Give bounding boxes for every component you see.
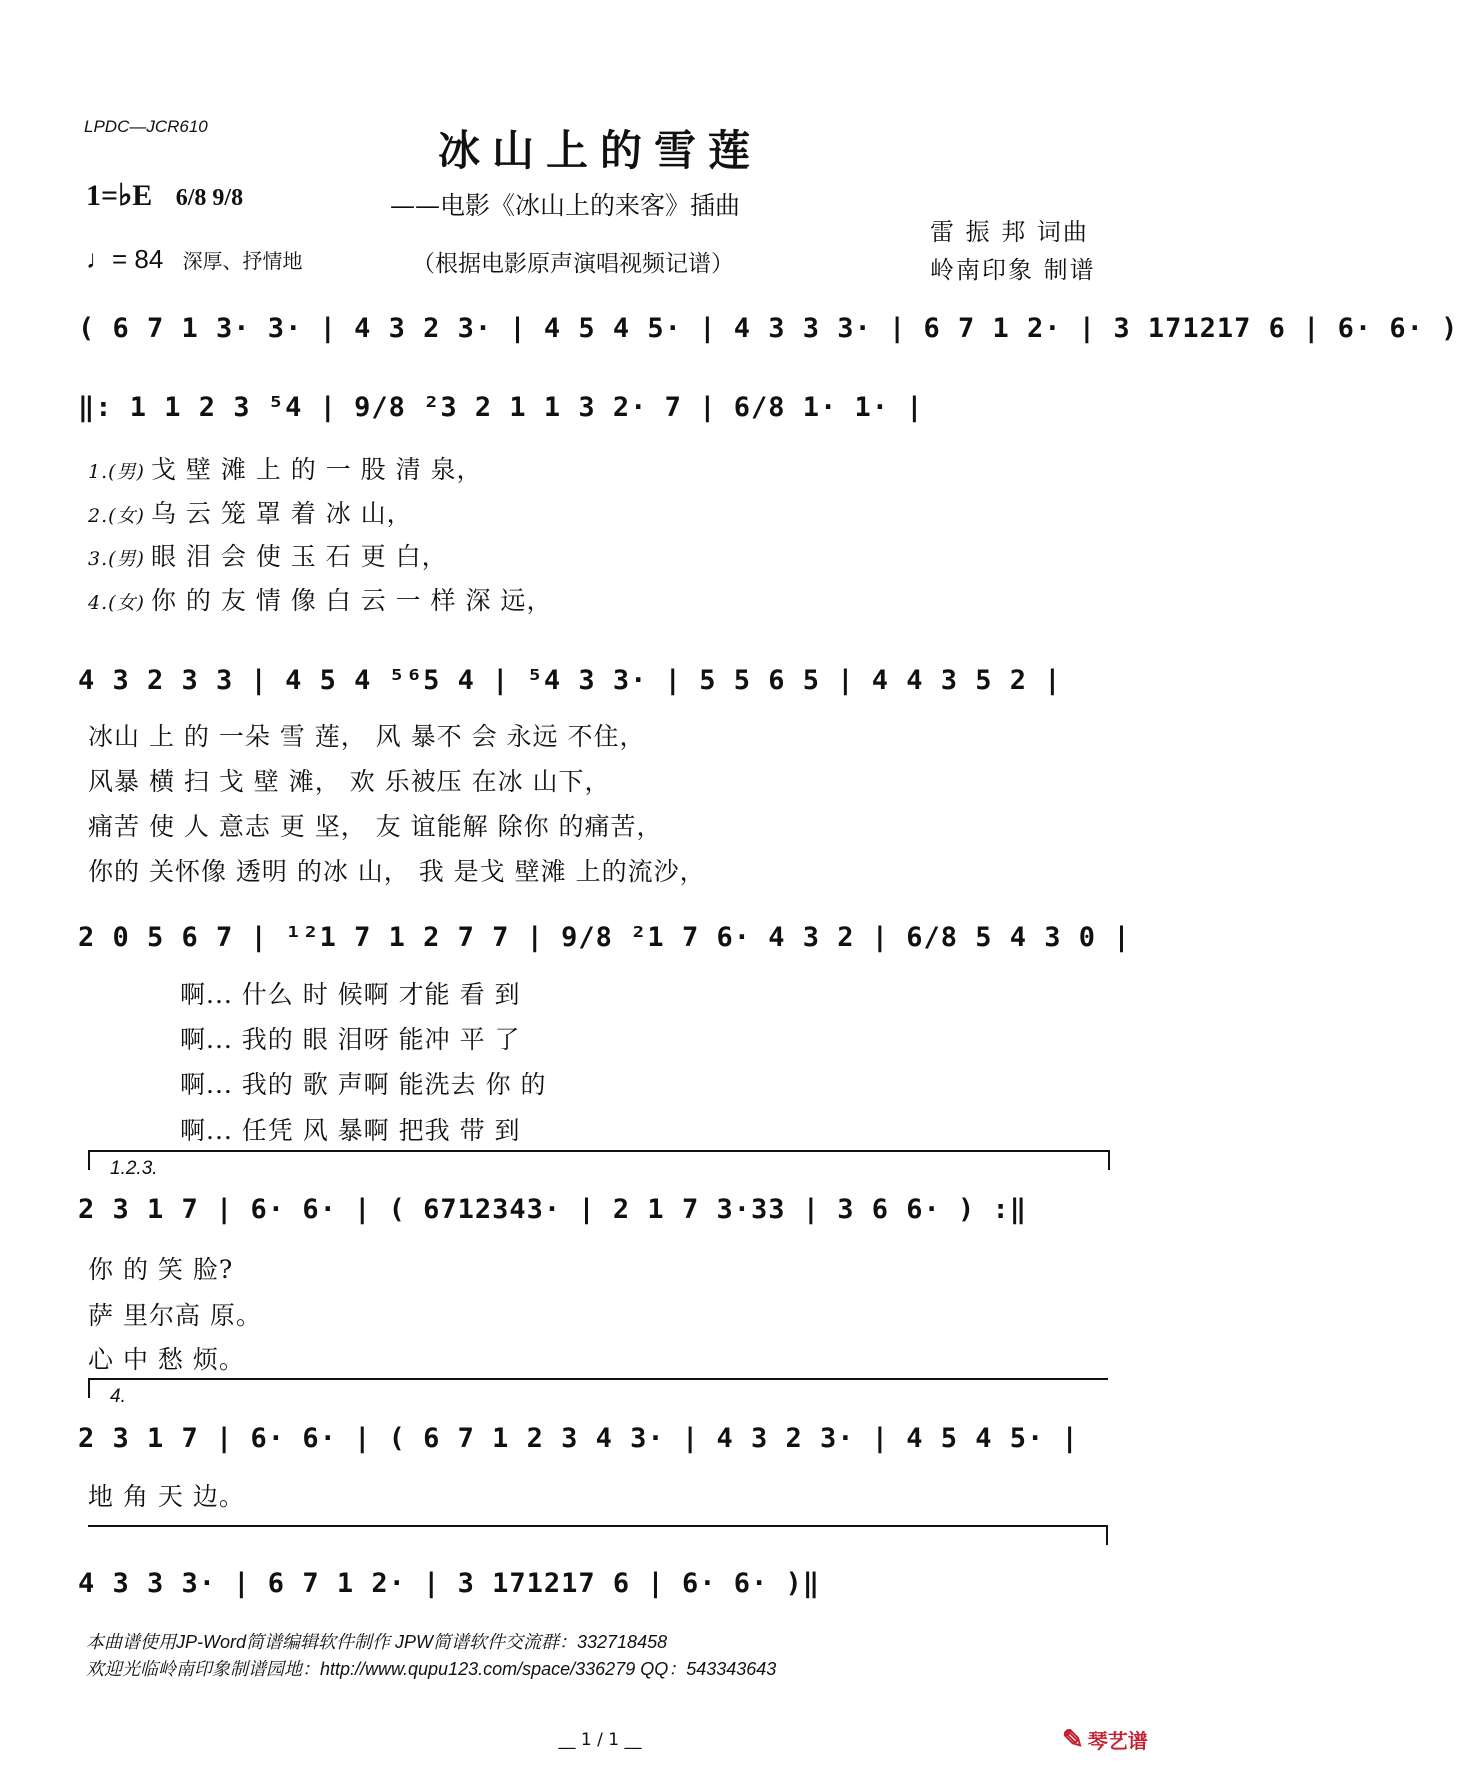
lyric-text: 你 的 友 情 像 白 云 一 样 深 远， xyxy=(150,586,553,615)
lyricist-credit: 雷 振 邦 词曲 xyxy=(930,218,1089,246)
lyric-line: 啊... 什么 时 候啊 才能 看 到 xyxy=(180,980,521,1009)
notation-line-4: 2 3 1 7 | 6· 6· | ( 6712343· | 2 1 7 3·33 | 3 6 6· ) :‖ xyxy=(78,1194,1028,1225)
key-label: 1=♭E xyxy=(86,179,153,212)
lyric-line: 萨 里尔高 原。 xyxy=(88,1301,262,1330)
lyric-line: 啊... 我的 歌 声啊 能洗去 你 的 xyxy=(180,1070,547,1099)
logo-icon: ✎ xyxy=(1062,1724,1084,1754)
source-note: （根据电影原声演唱视频记谱） xyxy=(412,251,734,277)
verse-label: 3.(男) xyxy=(88,548,145,570)
key-signature xyxy=(86,178,243,213)
lyric-line: 心 中 愁 烦。 xyxy=(88,1345,245,1374)
notation-line-3: 2 0 5 6 7 | ¹²1 7 1 2 7 7 | 9/8 ²1 7 6· 4 3 2 | 6/8 5 4 3 0 | xyxy=(78,922,1131,953)
notation-line-6: 4 3 3 3· | 6 7 1 2· | 3 171217 6 | 6· 6· )‖ xyxy=(78,1568,820,1599)
volta-label-4: 4. xyxy=(110,1386,126,1407)
score-code: LPDC—JCR610 xyxy=(84,117,208,136)
tempo-value: ♩= 84 xyxy=(86,244,164,274)
footer-software-note: 本曲谱使用JP-Word简谱编辑软件制作 JPW简谱软件交流群：332718458 xyxy=(86,1632,668,1652)
page-number: __ 1 / 1 __ xyxy=(558,1730,642,1750)
lyric-line: 啊... 我的 眼 泪呀 能冲 平 了 xyxy=(180,1025,521,1054)
logo-text: 琴艺谱 xyxy=(1087,1731,1148,1753)
continuation-bracket xyxy=(88,1525,1108,1545)
footer-website-note: 欢迎光临岭南印象制谱园地：http://www.qupu123.com/space/336279 QQ：543343643 xyxy=(86,1659,777,1679)
lyric-line: 啊... 任凭 风 暴啊 把我 带 到 xyxy=(180,1116,521,1145)
lyric-text: 戈 壁 滩 上 的 一 股 清 泉， xyxy=(150,455,483,484)
notation-line-1: ‖: 1 1 2 3 ⁵4 | 9/8 ²3 2 1 1 3 2· 7 | 6/8 1· 1· | xyxy=(78,392,924,423)
lyric-text: 乌 云 笼 罩 着 冰 山， xyxy=(150,499,413,528)
verse-label: 1.(男) xyxy=(88,461,145,483)
verse-label: 2.(女) xyxy=(88,505,145,527)
tempo-marking xyxy=(86,244,303,275)
lyric-line: 风暴 横 扫 戈 壁 滩， 欢 乐被压 在冰 山下， xyxy=(88,767,611,796)
lyric-line: 地 角 天 边。 xyxy=(88,1482,245,1511)
intro-line: ( 6 7 1 3· 3· | 4 3 2 3· | 4 5 4 5· | 4 3 3 3· | 6 7 1 2· | 3 171217 6 | 6· 6· ) xyxy=(78,313,1458,344)
volta-bracket-1 xyxy=(88,1150,1110,1170)
notation-line-5: 2 3 1 7 | 6· 6· | ( 6 7 1 2 3 4 3· | 4 3 2 3· | 4 5 4 5· | xyxy=(78,1423,1079,1454)
lyric-line: 你 的 笑 脸? xyxy=(88,1255,234,1284)
notation-line-2: 4 3 2 3 3 | 4 5 4 ⁵⁶5 4 | ⁵4 3 3· | 5 5 6 5 | 4 4 3 5 2 | xyxy=(78,665,1062,696)
lyric-line xyxy=(88,581,552,617)
lyric-text: 眼 泪 会 使 玉 石 更 白， xyxy=(150,542,448,571)
site-logo xyxy=(1062,1724,1148,1755)
arranger-credit: 岭南印象 制谱 xyxy=(930,256,1096,284)
expression-marking: 深厚、抒情地 xyxy=(182,251,303,273)
lyric-line: 你的 关怀像 透明 的冰 山， 我 是戈 壁滩 上的流沙， xyxy=(88,857,706,886)
lyric-line: 冰山 上 的 一朵 雪 莲， 风 暴不 会 永远 不住， xyxy=(88,722,646,751)
volta-bracket-4 xyxy=(88,1378,1108,1398)
song-title: 冰山上的雪莲 xyxy=(437,126,762,175)
song-subtitle: ——电影《冰山上的来客》插曲 xyxy=(390,191,741,220)
lyric-line xyxy=(88,537,448,573)
volta-label-1: 1.2.3. xyxy=(110,1158,158,1179)
lyric-line: 痛苦 使 人 意志 更 坚， 友 谊能解 除你 的痛苦， xyxy=(88,812,663,841)
lyric-line xyxy=(88,494,413,530)
verse-label: 4.(女) xyxy=(88,592,145,614)
time-signature: 6/8 9/8 xyxy=(175,185,244,211)
lyric-line xyxy=(88,450,483,486)
